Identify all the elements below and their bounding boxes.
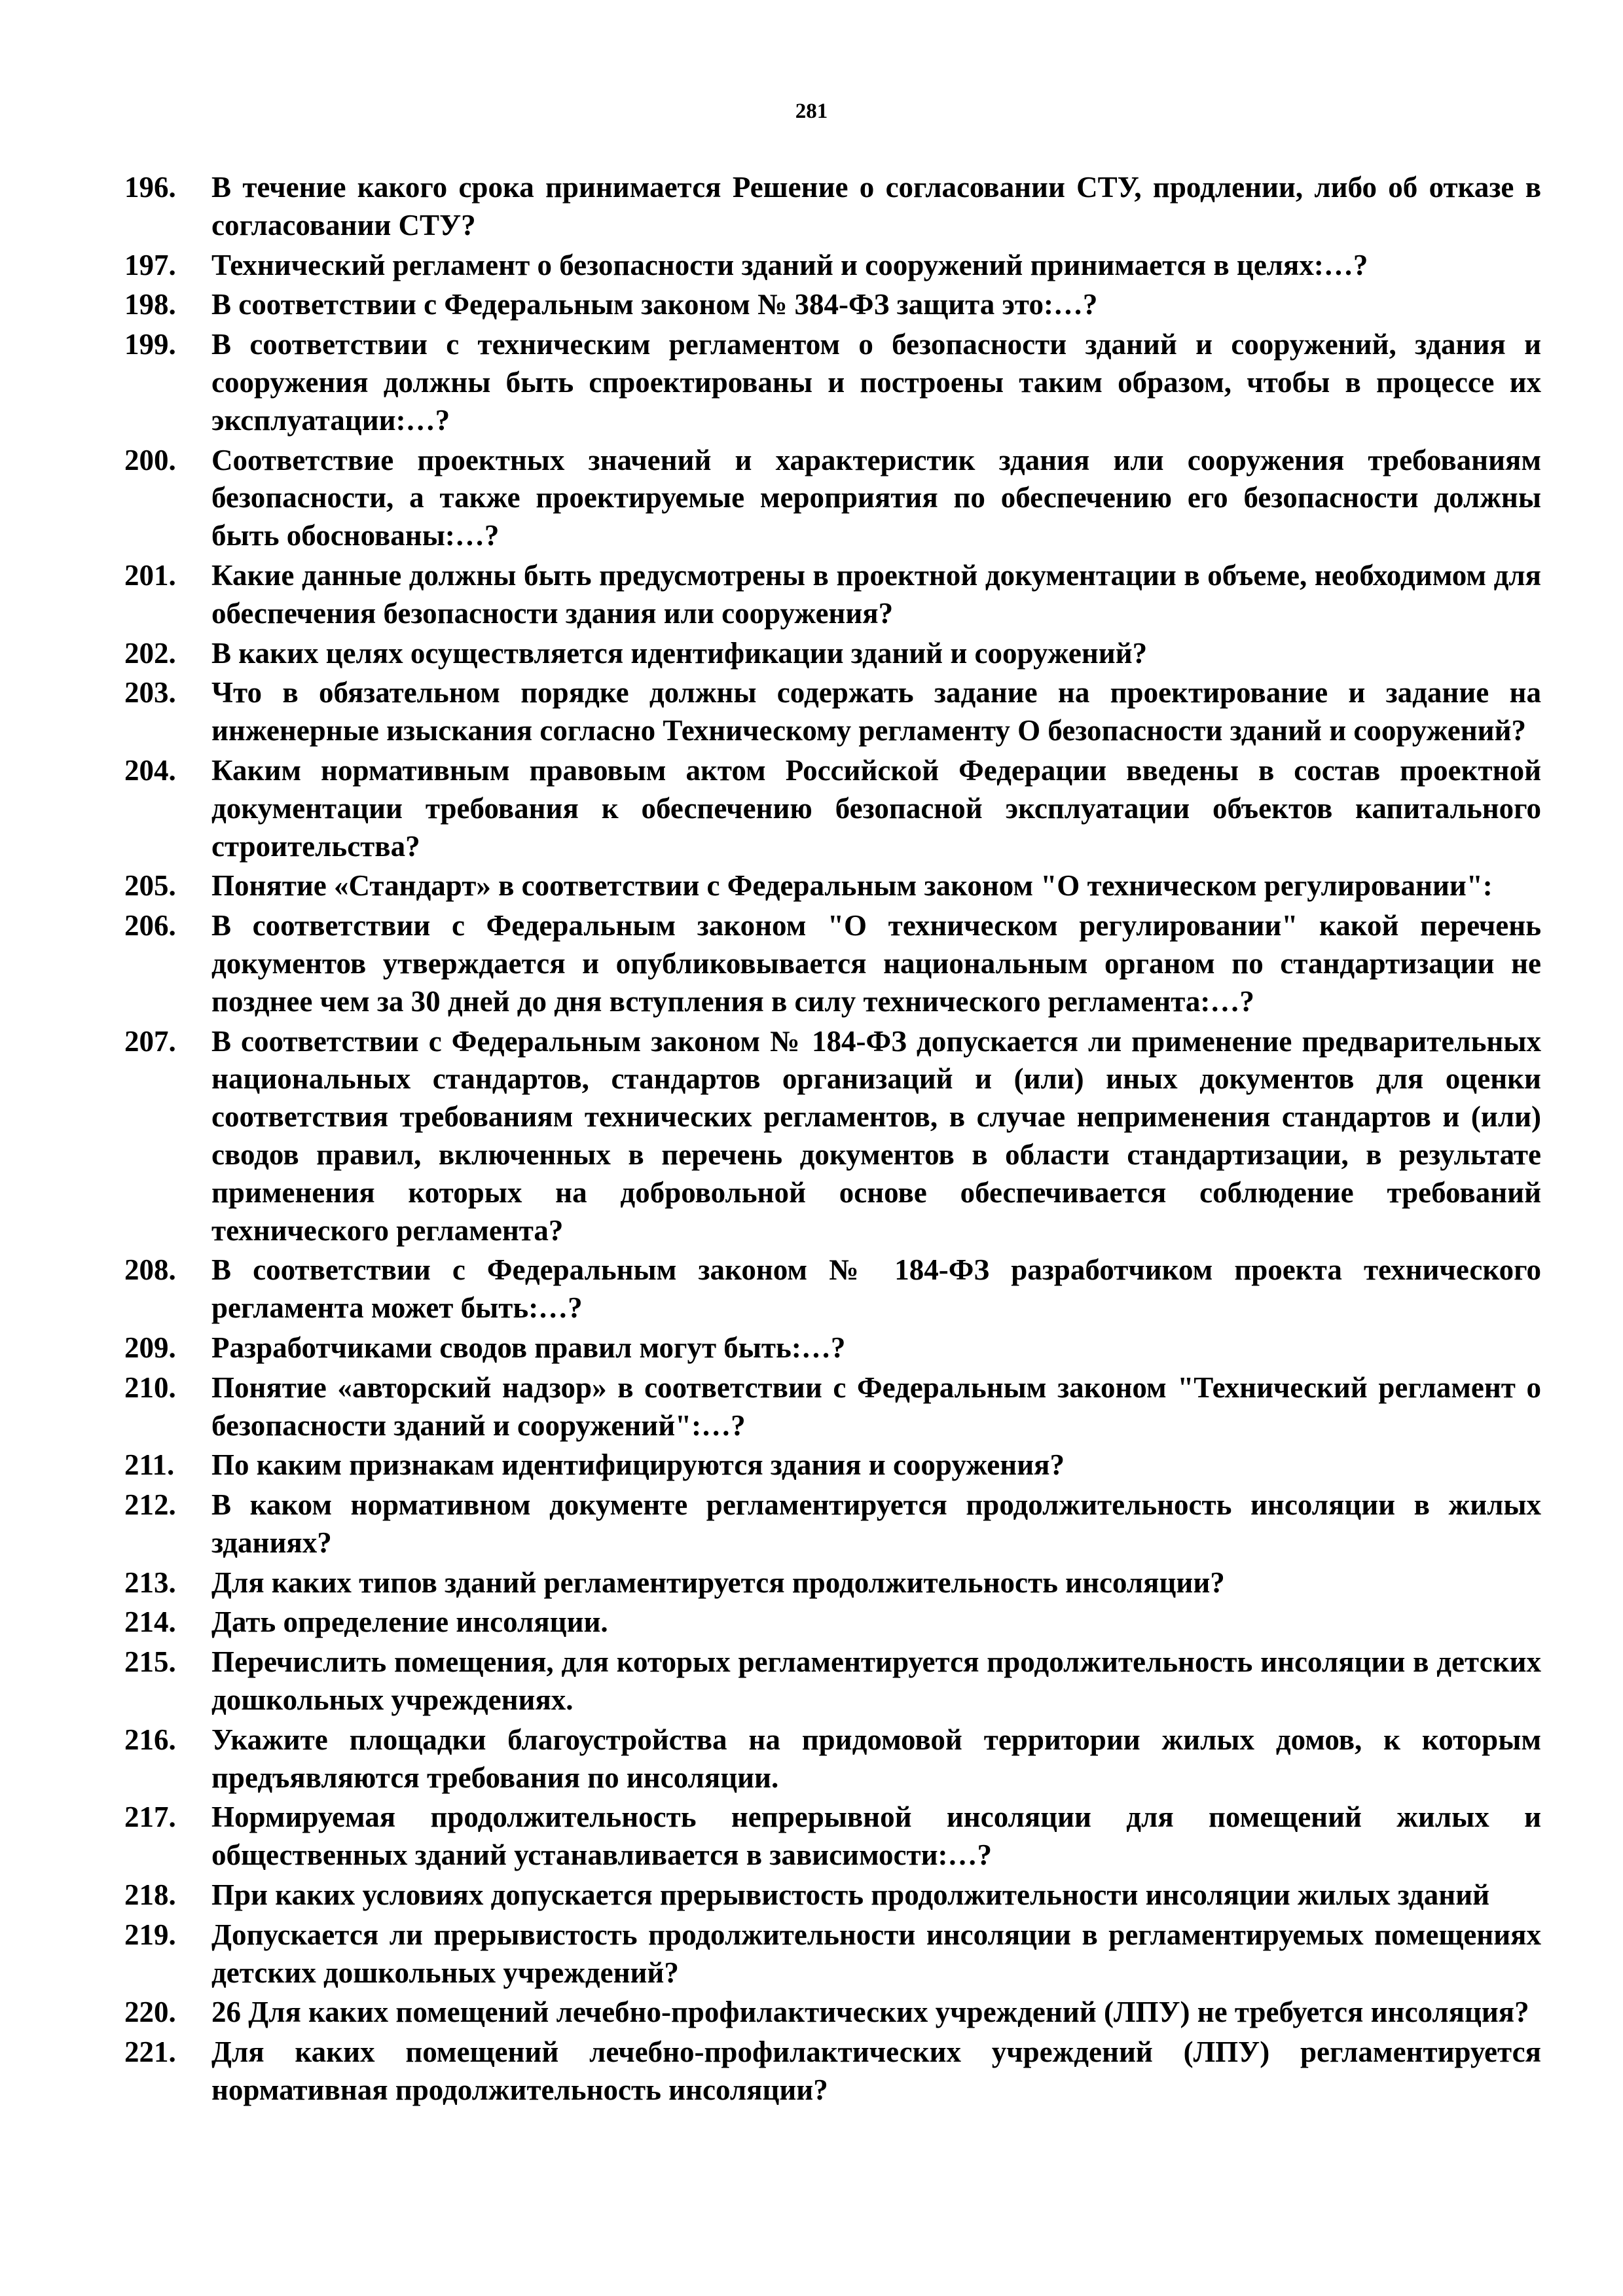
question-text: Каким нормативным правовым актом Российской Федерации введены в состав проектной документации требования к обеспечению безопасной эксплуатации объектов капитального строительства? [211,753,1541,863]
question-number: 204. [124,753,176,787]
question-text: В течение какого срока принимается Решение о согласовании СТУ, продлении, либо об отказе в согласовании СТУ? [211,171,1541,242]
question-item [124,867,1541,905]
question-item [124,1023,1541,1250]
question-item [124,1564,1541,1602]
question-text: В соответствии с техническим регламентом о безопасности зданий и сооружений, здания и сооружения должны быть спроектированы и построены таким образом, чтобы в процессе их эксплуатации:…? [211,328,1541,437]
question-text: Укажите площадки благоустройства на придомовой территории жилых домов, к которым предъявляются требования по инсоляции. [211,1723,1541,1794]
question-item [124,1486,1541,1562]
question-item [124,1329,1541,1367]
question-number: 210. [124,1371,176,1404]
question-text: В соответствии с Федеральным законом № 384-ФЗ защита это:…? [211,288,1098,321]
question-item [124,1876,1541,1914]
question-text: По каким признакам идентифицируются здания и сооружения? [211,1448,1065,1482]
question-number: 207. [124,1024,176,1058]
question-item [124,752,1541,865]
question-number: 217. [124,1801,176,1834]
question-item [124,1604,1541,1641]
question-number: 220. [124,1996,176,2029]
question-text: Перечислить помещения, для которых регламентируется продолжительность инсоляции в детских дошкольных учреждениях. [211,1645,1541,1717]
question-list [124,169,1541,2111]
question-number: 205. [124,869,176,903]
question-number: 211. [124,1448,175,1482]
question-item [124,635,1541,673]
question-text: В каком нормативном документе регламентируется продолжительность инсоляции в жилых зданиях? [211,1488,1541,1559]
question-text: Для каких помещений лечебно-профилактических учреждений (ЛПУ) регламентируется нормативная продолжительность инсоляции? [211,2036,1541,2107]
question-text: Соответствие проектных значений и характеристик здания или сооружения требованиям безопасности, а также проектируемые мероприятия по обеспечению его безопасности должны быть обоснованы:…? [211,443,1541,552]
question-number: 206. [124,909,176,942]
question-item [124,1994,1541,2032]
page-number: 281 [795,99,828,123]
question-number: 199. [124,328,176,361]
question-number: 201. [124,558,176,592]
question-number: 200. [124,443,176,476]
question-text: В соответствии с Федеральным законом № 184-ФЗ допускается ли применение предварительных национальных стандартов, стандартов организаций и (или) иных документов для оценки соответствия требованиям технических регламентов, в случае неприменения стандартов и (или) сводов правил, включенных в перечень документов в области стандартизации, в результате применения которых на добровольной основе обеспечивается соблюдение требований технического регламента? [211,1024,1541,1247]
question-item [124,1643,1541,1719]
question-number: 218. [124,1878,176,1912]
question-number: 219. [124,1918,176,1951]
question-number: 214. [124,1605,176,1639]
question-item [124,1721,1541,1797]
question-number: 202. [124,636,176,670]
question-text: Понятие «Стандарт» в соответствии с Федеральным законом "О техническом регулировании": [211,869,1493,903]
question-item [124,247,1541,285]
question-text: Какие данные должны быть предусмотрены в проектной документации в объеме, необходимом для обеспечения безопасности здания или сооружения? [211,558,1541,630]
question-text: Дать определение инсоляции. [211,1605,608,1639]
question-text: Технический регламент о безопасности зданий и сооружений принимается в целях:…? [211,248,1368,281]
question-text: В каких целях осуществляется идентификации зданий и сооружений? [211,636,1148,670]
question-number: 216. [124,1723,176,1756]
question-item [124,326,1541,439]
question-item [124,169,1541,245]
question-item [124,1251,1541,1327]
question-item [124,1369,1541,1445]
question-number: 203. [124,676,176,709]
question-item [124,1916,1541,1992]
question-number: 198. [124,288,176,321]
question-number: 208. [124,1253,176,1287]
question-item [124,442,1541,555]
question-item [124,557,1541,633]
question-text: Разработчиками сводов правил могут быть:…? [211,1331,846,1364]
question-item [124,2034,1541,2109]
question-text: Для каких типов зданий регламентируется продолжительность инсоляции? [211,1566,1225,1599]
question-text: В соответствии с Федеральным законом "О техническом регулировании" какой перечень документов утверждается и опубликовывается национальным органом по стандартизации не позднее чем за 30 дней до дня вступления в силу технического регламента:…? [211,909,1541,1018]
question-text: При каких условиях допускается прерывистость продолжительности инсоляции жилых зданий [211,1878,1490,1912]
question-number: 221. [124,2036,176,2069]
question-item [124,1446,1541,1484]
question-item [124,907,1541,1020]
question-text: В соответствии с Федеральным законом № 184-ФЗ разработчиком проекта технического регламента может быть:…? [211,1253,1541,1325]
question-number: 213. [124,1566,176,1599]
question-number: 197. [124,248,176,281]
question-item [124,674,1541,750]
question-item [124,1799,1541,1874]
question-text: Допускается ли прерывистость продолжительности инсоляции в регламентируемых помещениях детских дошкольных учреждений? [211,1918,1541,1989]
question-text: Нормируемая продолжительность непрерывной инсоляции для помещений жилых и общественных зданий устанавливается в зависимости:…? [211,1801,1541,1872]
question-number: 212. [124,1488,176,1522]
question-number: 209. [124,1331,176,1364]
question-text: 26 Для каких помещений лечебно-профилактических учреждений (ЛПУ) не требуется инсоляция? [211,1996,1529,2029]
question-number: 196. [124,171,176,204]
question-item [124,286,1541,324]
question-number: 215. [124,1645,176,1679]
question-text: Понятие «авторский надзор» в соответствии с Федеральным законом "Технический регламент о безопасности зданий и сооружений":…? [211,1371,1541,1442]
question-text: Что в обязательном порядке должны содержать задание на проектирование и задание на инженерные изыскания согласно Техническому регламенту О безопасности зданий и сооружений? [211,676,1541,747]
